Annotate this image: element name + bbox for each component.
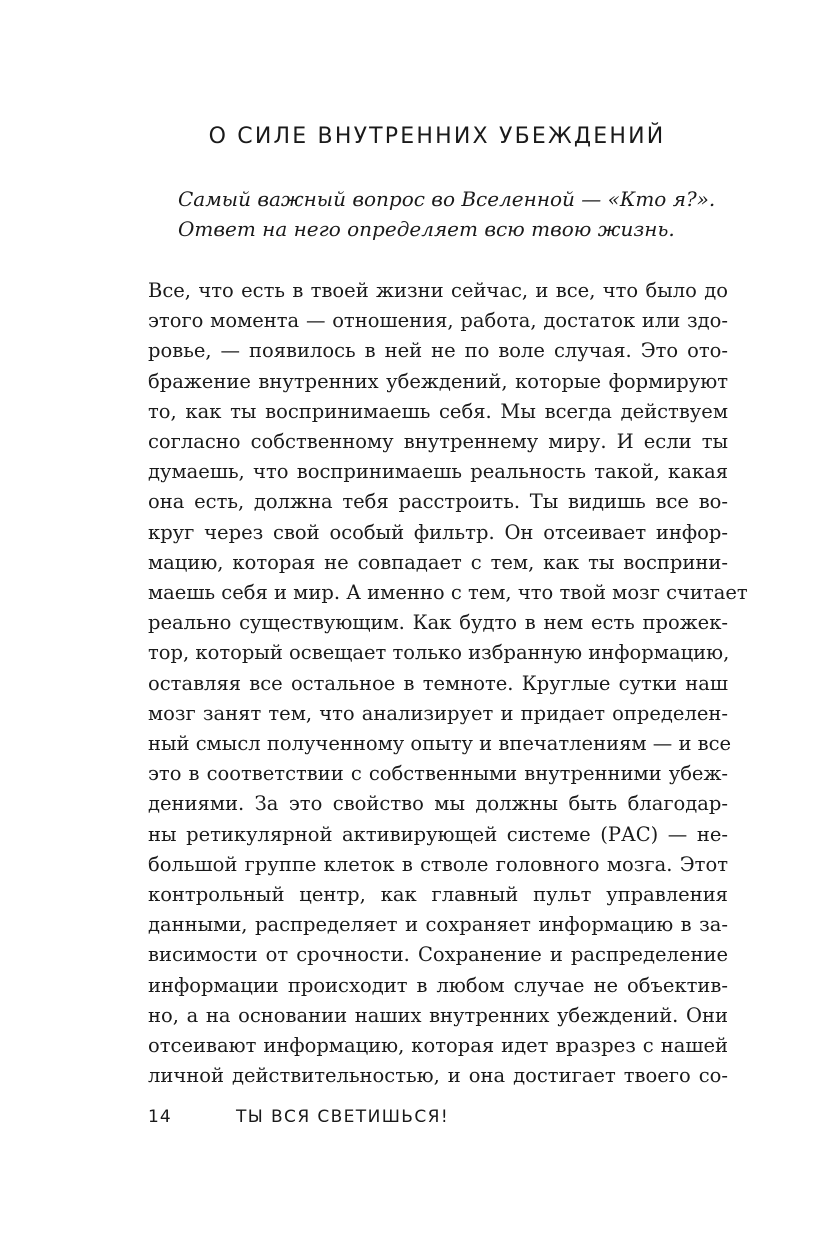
text-line: реально существующим. Как будто в нем есть прожек-: [148, 611, 728, 635]
text-line: дениями. За это свойство мы должны быть благодар-: [148, 792, 728, 816]
epigraph: [178, 184, 738, 244]
text-line: личной действительностью, и она достигает твоего со-: [148, 1064, 728, 1088]
text-line: ный смысл полученному опыту и впечатлениям — и все: [148, 732, 732, 756]
text-line: то, как ты воспринимаешь себя. Мы всегда действуем: [148, 399, 728, 423]
text-line: тор, который освещает только избранную информацию,: [148, 641, 730, 665]
epigraph-line: Самый важный вопрос во Вселенной — «Кто я?».: [178, 187, 716, 211]
text-line: думаешь, что воспринимаешь реальность такой, какая: [148, 460, 728, 484]
text-line: отсеивают информацию, которая идет вразрез с нашей: [148, 1034, 728, 1058]
text-line: контрольный центр, как главный пульт управления: [148, 883, 728, 907]
chapter-title: О СИЛЕ ВНУТРЕННИХ УБЕЖДЕНИЙ: [208, 124, 666, 149]
text-line: ровье, — появилось в ней не по воле случая. Это ото-: [148, 339, 728, 363]
text-line: согласно собственному внутреннему миру. И если ты: [148, 430, 728, 454]
text-line: маешь себя и мир. А именно с тем, что твой мозг считает: [148, 581, 748, 605]
text-line: бражение внутренних убеждений, которые формируют: [148, 369, 728, 393]
text-line: но, а на основании наших внутренних убеждений. Они: [148, 1003, 728, 1027]
text-line: этого момента — отношения, работа, достаток или здо-: [148, 309, 728, 333]
text-line: информации происходит в любом случае не объектив-: [148, 973, 728, 997]
epigraph-line: Ответ на него определяет всю твою жизнь.: [178, 217, 675, 241]
text-line: данными, распределяет и сохраняет информацию в за-: [148, 913, 728, 937]
body-paragraph: [148, 276, 748, 1091]
text-line: она есть, должна тебя расстроить. Ты видишь все во-: [148, 490, 728, 514]
text-line: круг через свой особый фильтр. Он отсеивает инфор-: [148, 520, 728, 544]
text-line: висимости от срочности. Сохранение и распределение: [148, 943, 728, 967]
page-footer: [148, 1105, 449, 1129]
text-line: Все, что есть в твоей жизни сейчас, и все, что было до: [148, 279, 728, 302]
text-line: мацию, которая не совпадает с тем, как ты восприни-: [148, 550, 728, 574]
running-title: ТЫ ВСЯ СВЕТИШЬСЯ!: [236, 1107, 450, 1127]
text-line: мозг занят тем, что анализирует и придает определен-: [148, 701, 728, 725]
text-line: оставляя все остальное в темноте. Круглые сутки наш: [148, 671, 728, 695]
page-number: 14: [148, 1107, 172, 1127]
text-line: ны ретикулярной активирующей системе (РАС) — не-: [148, 822, 728, 846]
text-line: большой группе клеток в стволе головного мозга. Этот: [148, 852, 728, 876]
text-line: это в соответствии с собственными внутренними убеж-: [148, 762, 728, 786]
